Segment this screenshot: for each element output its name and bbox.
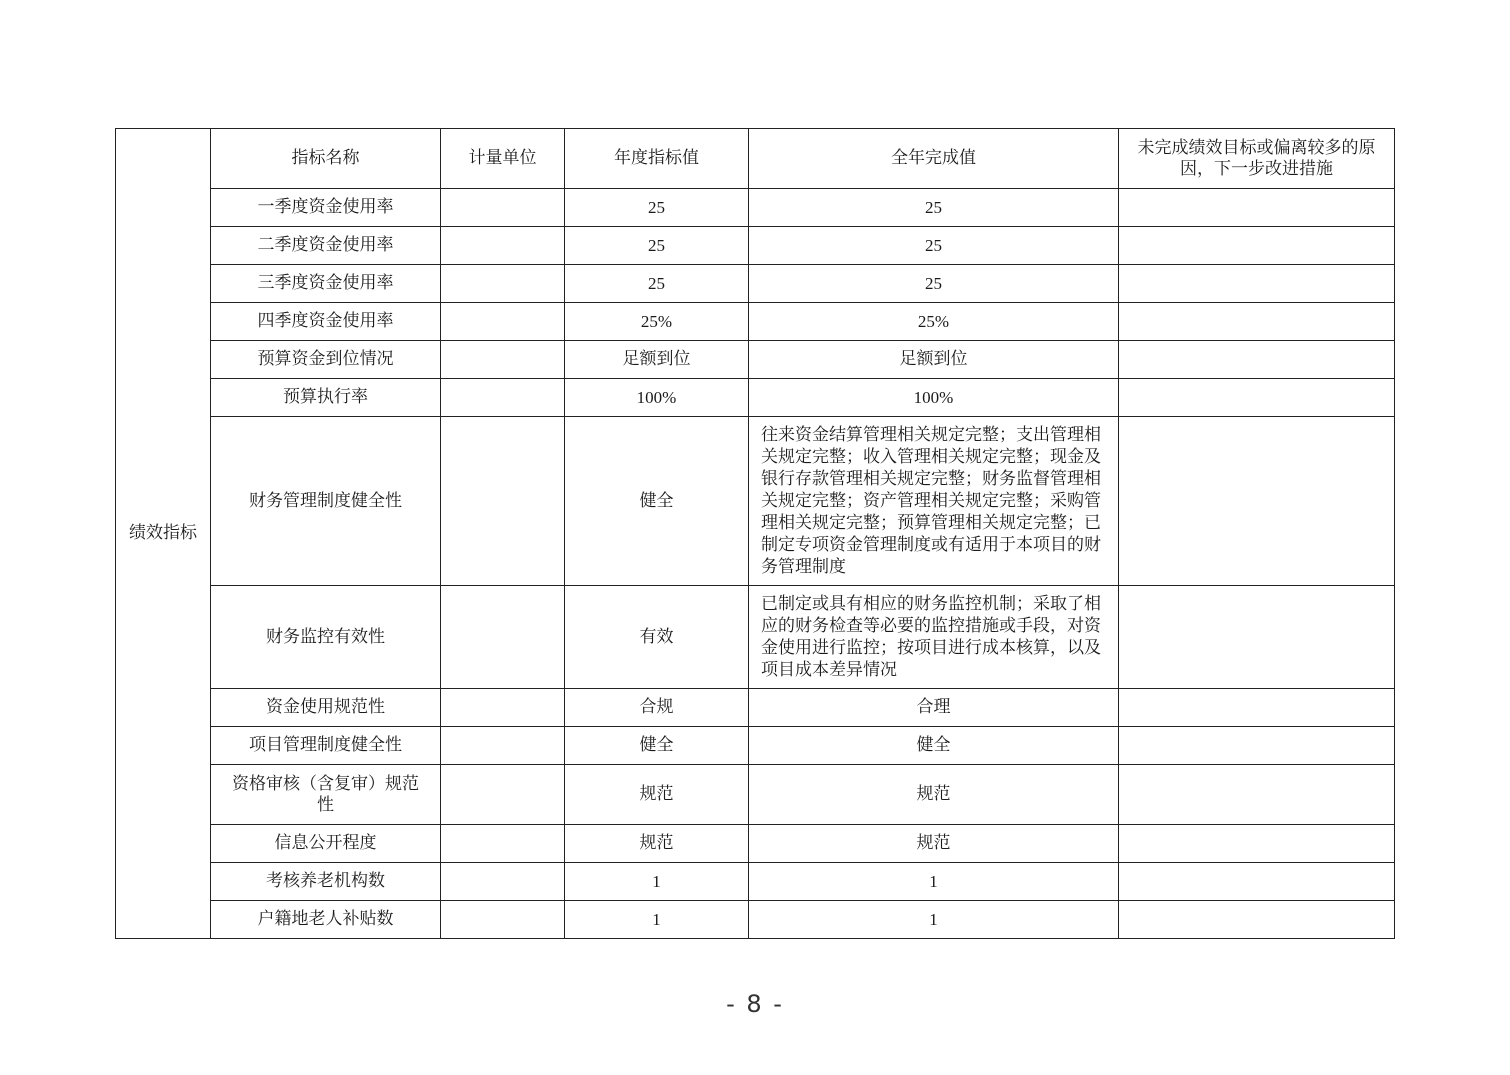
indicator-name: 一季度资金使用率 <box>211 189 441 227</box>
target-value: 100% <box>565 379 749 417</box>
indicator-name: 财务监控有效性 <box>211 586 441 689</box>
table-row <box>116 727 1395 765</box>
table-row <box>116 265 1395 303</box>
target-value: 规范 <box>565 825 749 863</box>
section-label-cell: 绩效指标 <box>116 129 211 939</box>
indicator-name: 三季度资金使用率 <box>211 265 441 303</box>
actual-value: 1 <box>749 863 1119 901</box>
reason-value <box>1119 689 1395 727</box>
target-value: 1 <box>565 863 749 901</box>
reason-value <box>1119 727 1395 765</box>
indicator-name: 信息公开程度 <box>211 825 441 863</box>
unit-value <box>441 379 565 417</box>
indicator-name: 资格审核（含复审）规范性 <box>211 765 441 825</box>
target-value: 1 <box>565 901 749 939</box>
actual-value: 25 <box>749 265 1119 303</box>
unit-value <box>441 586 565 689</box>
actual-value: 25 <box>749 227 1119 265</box>
table-row <box>116 765 1395 825</box>
unit-value <box>441 417 565 586</box>
reason-value <box>1119 863 1395 901</box>
actual-value: 1 <box>749 901 1119 939</box>
table-row <box>116 303 1395 341</box>
reason-value <box>1119 379 1395 417</box>
table-row <box>116 417 1395 586</box>
table-row <box>116 863 1395 901</box>
actual-value: 25 <box>749 189 1119 227</box>
target-value: 25 <box>565 227 749 265</box>
unit-value <box>441 863 565 901</box>
reason-value <box>1119 189 1395 227</box>
indicator-name: 预算资金到位情况 <box>211 341 441 379</box>
header-annual-actual: 全年完成值 <box>749 129 1119 189</box>
target-value: 健全 <box>565 727 749 765</box>
target-value: 足额到位 <box>565 341 749 379</box>
reason-value <box>1119 341 1395 379</box>
header-annual-target: 年度指标值 <box>565 129 749 189</box>
unit-value <box>441 689 565 727</box>
actual-value: 已制定或具有相应的财务监控机制；采取了相应的财务检查等必要的监控措施或手段，对资金使用进行监控；按项目进行成本核算，以及项目成本差异情况 <box>749 586 1119 689</box>
reason-value <box>1119 765 1395 825</box>
indicator-name: 预算执行率 <box>211 379 441 417</box>
actual-value: 健全 <box>749 727 1119 765</box>
target-value: 合规 <box>565 689 749 727</box>
page-number: - 8 - <box>726 990 784 1018</box>
header-indicator-name: 指标名称 <box>211 129 441 189</box>
table-row <box>116 825 1395 863</box>
header-row <box>116 129 1395 189</box>
unit-value <box>441 765 565 825</box>
reason-value <box>1119 265 1395 303</box>
unit-value <box>441 189 565 227</box>
actual-value: 往来资金结算管理相关规定完整；支出管理相关规定完整；收入管理相关规定完整；现金及银行存款管理相关规定完整；财务监督管理相关规定完整；资产管理相关规定完整；采购管理相关规定完整；预算管理相关规定完整；已制定专项资金管理制度或有适用于本项目的财务管理制度 <box>749 417 1119 586</box>
performance-indicator-table <box>115 128 1395 939</box>
actual-value: 100% <box>749 379 1119 417</box>
actual-value: 足额到位 <box>749 341 1119 379</box>
indicator-name: 财务管理制度健全性 <box>211 417 441 586</box>
indicator-name: 资金使用规范性 <box>211 689 441 727</box>
target-value: 有效 <box>565 586 749 689</box>
table-row <box>116 689 1395 727</box>
indicator-name: 考核养老机构数 <box>211 863 441 901</box>
unit-value <box>441 901 565 939</box>
reason-value <box>1119 901 1395 939</box>
unit-value <box>441 265 565 303</box>
actual-value: 25% <box>749 303 1119 341</box>
table-row <box>116 227 1395 265</box>
header-unit: 计量单位 <box>441 129 565 189</box>
unit-value <box>441 227 565 265</box>
indicator-name: 四季度资金使用率 <box>211 303 441 341</box>
target-value: 25 <box>565 265 749 303</box>
reason-value <box>1119 417 1395 586</box>
table-row <box>116 586 1395 689</box>
table-row <box>116 901 1395 939</box>
actual-value: 合理 <box>749 689 1119 727</box>
actual-value: 规范 <box>749 825 1119 863</box>
actual-value: 规范 <box>749 765 1119 825</box>
indicator-name: 户籍地老人补贴数 <box>211 901 441 939</box>
indicator-name: 二季度资金使用率 <box>211 227 441 265</box>
table-row <box>116 189 1395 227</box>
table-row <box>116 379 1395 417</box>
reason-value <box>1119 227 1395 265</box>
unit-value <box>441 303 565 341</box>
unit-value <box>441 825 565 863</box>
target-value: 健全 <box>565 417 749 586</box>
reason-value <box>1119 586 1395 689</box>
target-value: 规范 <box>565 765 749 825</box>
header-deviation-reason: 未完成绩效目标或偏离较多的原因，下一步改进措施 <box>1119 129 1395 189</box>
table-row <box>116 341 1395 379</box>
unit-value <box>441 341 565 379</box>
reason-value <box>1119 303 1395 341</box>
reason-value <box>1119 825 1395 863</box>
target-value: 25 <box>565 189 749 227</box>
unit-value <box>441 727 565 765</box>
indicator-name: 项目管理制度健全性 <box>211 727 441 765</box>
target-value: 25% <box>565 303 749 341</box>
